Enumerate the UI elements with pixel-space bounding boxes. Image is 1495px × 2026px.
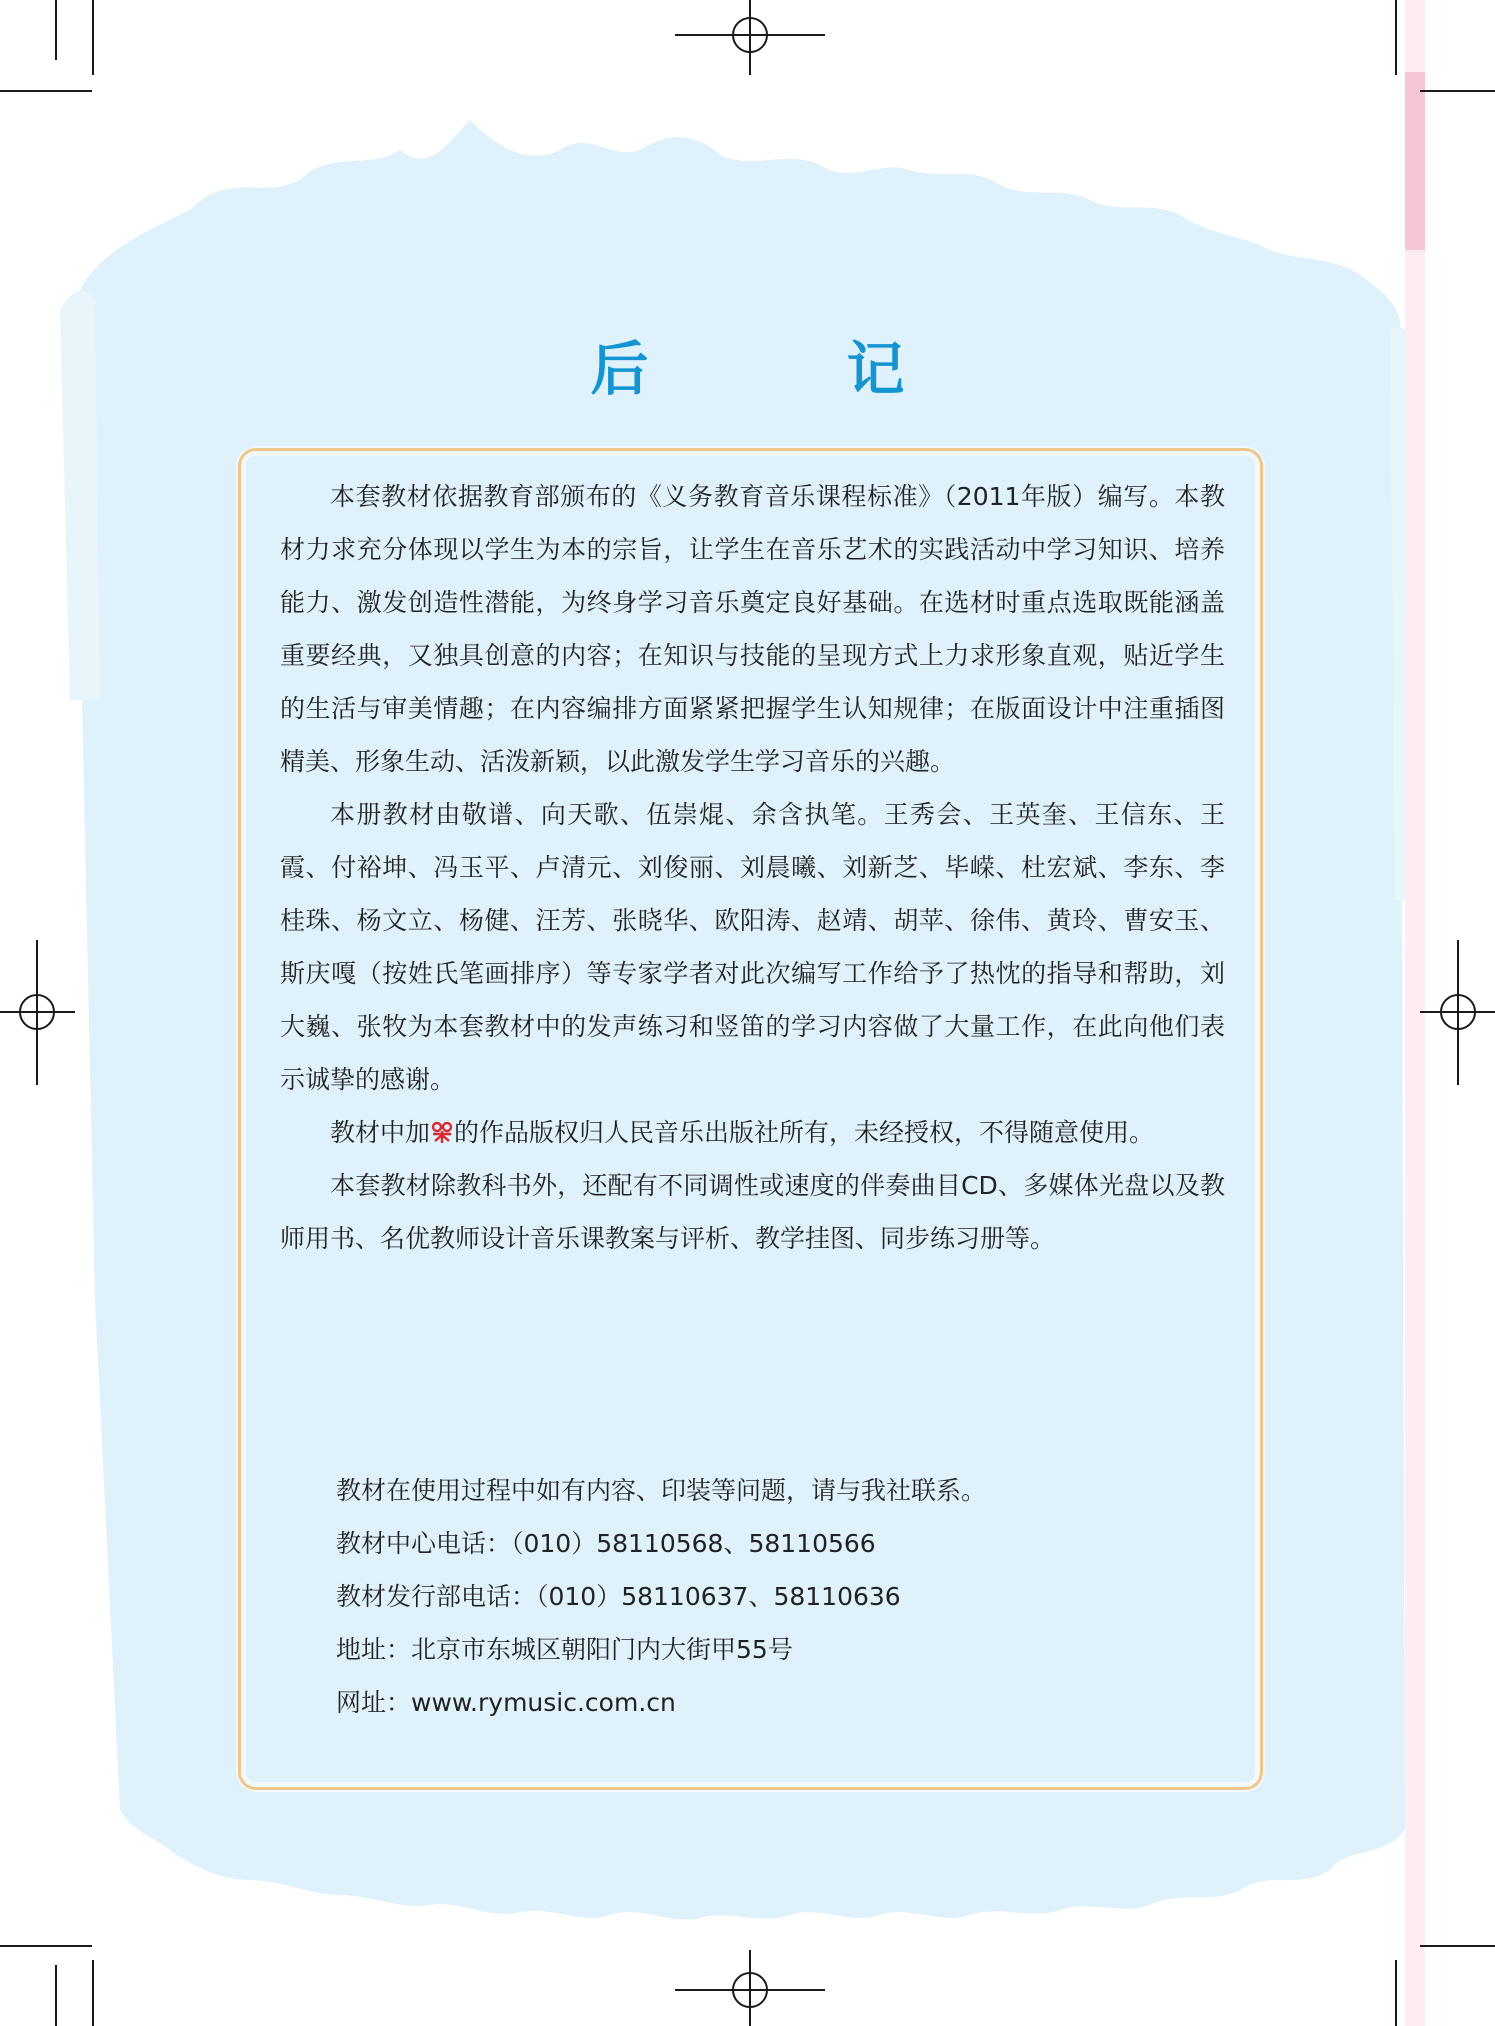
paragraph-materials: 本套教材除教科书外，还配有不同调性或速度的伴奏曲目CD、多媒体光盘以及教师用书、名优教师设计音乐课教案与评析、教学挂图、同步练习册等。 <box>280 1171 1225 1253</box>
crop-mark <box>0 1945 92 1947</box>
copyright-text-before: 教材中加 <box>330 1118 431 1147</box>
copyright-text-after: 的作品版权归人民音乐出版社所有，未经授权，不得随意使用。 <box>454 1118 1155 1147</box>
crop-mark <box>92 0 94 75</box>
crop-mark <box>1395 0 1397 75</box>
registration-mark-right <box>1420 940 1495 1085</box>
crop-mark <box>1395 1960 1397 2026</box>
contact-address: 地址：北京市东城区朝阳门内大街甲55号 <box>336 1635 793 1664</box>
contact-website: 网址：www.rymusic.com.cn <box>336 1688 676 1717</box>
paragraph-intro: 本套教材依据教育部颁布的《义务教育音乐课程标准》（2011年版）编写。本教材力求充分体现以学生为本的宗旨，让学生在音乐艺术的实践活动中学习知识、培养能力、激发创造性潜能，为终身学习音乐奠定良好基础。在选材时重点选取既能涵盖重要经典，又独具创意的内容；在知识与技能的呈现方式上力求形象直观，贴近学生的生活与审美情趣；在内容编排方面紧紧把握学生认知规律；在版面设计中注重插图精美、形象生动、活泼新颖，以此激发学生学习音乐的兴趣。 <box>280 482 1225 776</box>
crop-mark <box>1420 1945 1495 1947</box>
registration-mark-left <box>0 940 75 1085</box>
contact-distribution-phone: 教材发行部电话：（010）58110637、58110636 <box>336 1582 901 1611</box>
crop-mark <box>92 1960 94 2026</box>
crop-mark <box>55 0 57 60</box>
contact-note: 教材在使用过程中如有内容、印装等问题，请与我社联系。 <box>336 1476 987 1505</box>
crop-mark <box>0 90 92 92</box>
contact-info <box>336 1464 986 1729</box>
contact-center-phone: 教材中心电话：（010）58110568、58110566 <box>336 1529 876 1558</box>
afterword-body <box>280 470 1225 1265</box>
crop-mark <box>55 1965 57 2026</box>
registration-mark-top <box>675 0 825 75</box>
paragraph-credits: 本册教材由敬谱、向天歌、伍崇焜、余含执笔。王秀会、王英奎、王信东、王霞、付裕坤、冯玉平、卢清元、刘俊丽、刘晨曦、刘新芝、毕嵘、杜宏斌、李东、李桂珠、杨文立、杨健、汪芳、张晓华、欧阳涛、赵靖、胡苹、徐伟、黄玲、曹安玉、斯庆嘎（按姓氏笔画排序）等专家学者对此次编写工作给予了热忱的指导和帮助，刘大巍、张牧为本套教材中的发声练习和竖笛的学习内容做了大量工作，在此向他们表示诚挚的感谢。 <box>280 800 1225 1094</box>
music-logo-icon <box>430 1120 454 1144</box>
side-tab <box>1405 72 1425 250</box>
registration-mark-bottom <box>675 1950 825 2026</box>
paragraph-copyright <box>280 1106 1225 1159</box>
crop-mark <box>1420 90 1495 92</box>
page-title: 后 记 <box>590 335 975 403</box>
